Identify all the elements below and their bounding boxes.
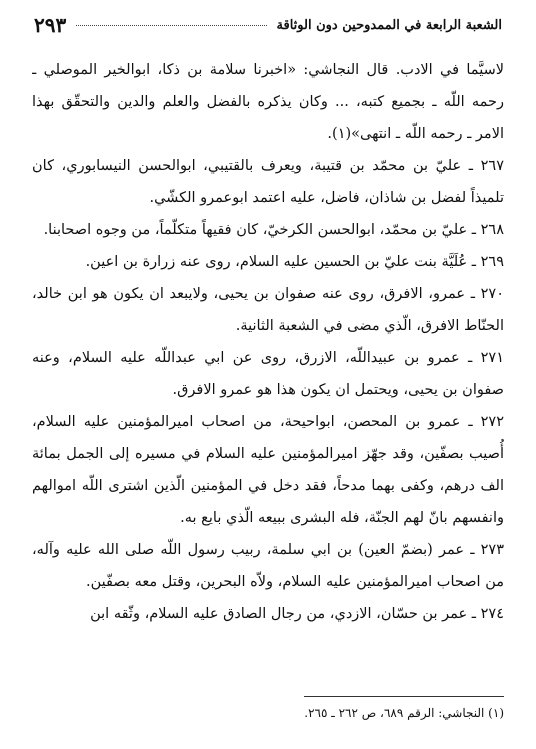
page-header — [34, 10, 502, 40]
entry-270: ٢٧٠ ـ عمرو، الافرق، روى عنه صفوان بن يحيى، ولايبعد ان يكون هو ابن خالد، الحنّاط الافرق، الّذي مضى في الشعبة الثانية. — [32, 286, 504, 334]
entry-269: ٢٦٩ ـ عُلَيَّة بنت عليّ بن الحسين عليه السلام، روى عنه زرارة بن اعين. — [85, 254, 504, 270]
footnote: (١) النجاشي: الرقم ٦٨٩، ص ٢٦٢ ـ ٢٦٥. — [304, 706, 504, 720]
page-body — [32, 54, 504, 682]
page-number: ٢٩٣ — [34, 13, 67, 37]
entry-267: ٢٦٧ ـ عليّ بن محمّد بن قتيبة، ويعرف بالقتيبي، ابوالحسن النيسابوري، كان تلميذاً لفضل بن شاذان، فاضل، عليه اعتمد ابوعمرو الكشّي. — [32, 158, 504, 206]
footnote-divider — [304, 696, 504, 697]
header-dotted-rule — [76, 25, 266, 26]
paragraph-continuation: لاسيَّما في الادب. قال النجاشي: «اخبرنا سلامة بن ذكا، ابوالخير الموصلي ـ رحمه اللّه ـ بجميع كتبه، ... وكان يذكره بالفضل والعلم والدين والتحقّق بهذا الامر ـ رحمه اللّه ـ انتهى»(١). — [32, 62, 504, 142]
entry-274: ٢٧٤ ـ عمر بن حسّان، الازدي، من رجال الصادق عليه السلام، وثّقه ابن — [90, 606, 504, 622]
entry-272: ٢٧٢ ـ عمرو بن المحصن، ابواحيحة، من اصحاب اميرالمؤمنين عليه السلام، أُصيب بصفّين، وقد جهّز اميرالمؤمنين عليه السلام في مسيره إلى الجمل بمائة الف درهم، وكفى بهما مدحاً، فقد دخل في المؤمنين الّذين اشترى اللّه اموالهم وانفسهم بانّ لهم الجنّة، فله البشرى ببيعه الّذي بايع به. — [32, 414, 504, 526]
entry-273: ٢٧٣ ـ عمر (بضمّ العين) بن ابي سلمة، ربيب رسول اللّه صلى الله عليه وآله، من اصحاب اميرالمؤمنين عليه السلام، ولاّه البحرين، وقتل معه بصفّين. — [32, 542, 504, 590]
running-title: الشعبة الرابعة في الممدوحين دون الوثاقة — [276, 17, 502, 33]
entry-268: ٢٦٨ ـ عليّ بن محمّد، ابوالحسن الكرخيّ، كان فقيهاً متكلّماً، من وجوه اصحابنا. — [43, 222, 504, 238]
entry-271: ٢٧١ ـ عمرو بن عبيداللّه، الازرق، روى عن ابي عبداللّه عليه السلام، وعنه صفوان بن يحيى، ويحتمل ان يكون هذا هو عمرو الافرق. — [32, 350, 504, 398]
